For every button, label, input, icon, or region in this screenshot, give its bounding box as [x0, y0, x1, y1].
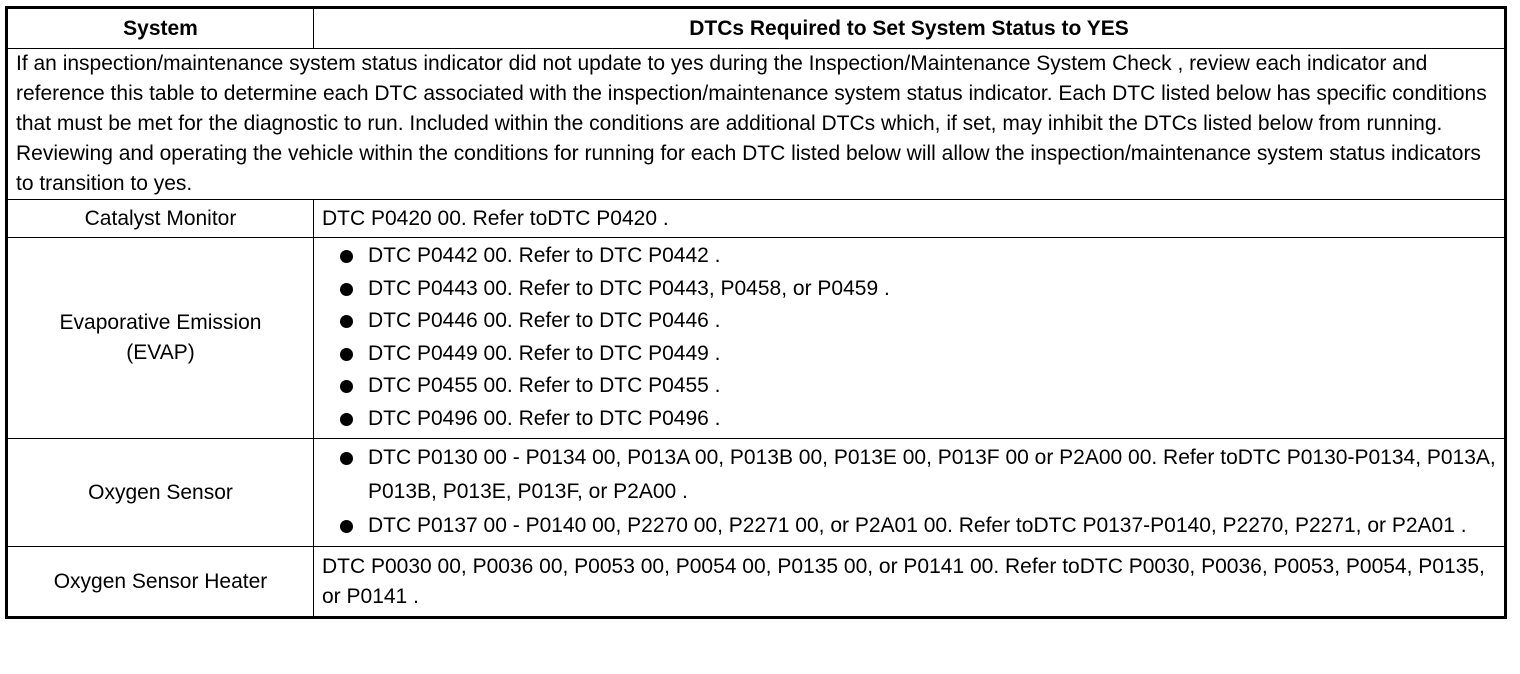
dtc-text: DTC P0030 00, P0036 00, P0053 00, P0054 00, P0135 00, or P0141 00. Refer toDTC P0030, P0036, P0053, P0054, P0135, or P0141 .	[314, 547, 1506, 618]
bullet-icon	[340, 452, 353, 465]
intro-row	[7, 49, 1506, 200]
dtc-status-table	[5, 6, 1507, 619]
header-dtcs: DTCs Required to Set System Status to YES	[314, 8, 1506, 49]
list-item	[322, 370, 1496, 403]
bullet-icon	[340, 250, 353, 263]
bullet-icon	[340, 380, 353, 393]
list-item-text: DTC P0449 00. Refer to DTC P0449 .	[368, 341, 721, 365]
list-item	[322, 338, 1496, 371]
system-name-line: (EVAP)	[126, 341, 195, 364]
list-item-text: DTC P0496 00. Refer to DTC P0496 .	[368, 406, 721, 430]
list-item	[322, 240, 1496, 273]
dtc-list	[322, 238, 1496, 438]
bullet-icon	[340, 348, 353, 361]
list-item	[322, 509, 1496, 543]
dtc-text: DTC P0420 00. Refer toDTC P0420 .	[314, 200, 1506, 238]
list-item-text: DTC P0137 00 - P0140 00, P2270 00, P2271 00, or P2A01 00. Refer toDTC P0137-P0140, P2270, P2271, or P2A01 .	[368, 514, 1467, 537]
bullet-icon	[340, 520, 353, 533]
list-item	[322, 305, 1496, 338]
list-item-text: DTC P0130 00 - P0134 00, P013A 00, P013B 00, P013E 00, P013F 00 or P2A00 00. Refer toDTC P0130-P0134, P013A, P013B, P013E, P013F, or P2A00 .	[368, 446, 1496, 503]
list-item-text: DTC P0455 00. Refer to DTC P0455 .	[368, 374, 721, 397]
header-system: System	[7, 8, 314, 49]
table-row	[7, 439, 1506, 547]
list-item	[322, 403, 1496, 436]
system-name	[7, 238, 314, 439]
header-row	[7, 8, 1506, 49]
list-item-text: DTC P0442 00. Refer to DTC P0442 .	[368, 244, 721, 267]
system-name: Oxygen Sensor Heater	[7, 547, 314, 618]
list-item	[322, 273, 1496, 306]
table-row	[7, 547, 1506, 618]
intro-paragraph: If an inspection/maintenance system status indicator did not update to yes during the Inspection/Maintenance System Check , review each indicator and reference this table to determine each DTC associated with the inspection/maintenance system status indicator. Each DTC listed below has specific conditions that must be met for the diagnostic to run. Included within the conditions are additional DTCs which, if set, may inhibit the DTCs listed below from running. Reviewing and operating the vehicle within the conditions for running for each DTC listed below will allow the inspection/maintenance system status indicators to transition to yes.	[7, 49, 1506, 200]
system-name: Oxygen Sensor	[7, 439, 314, 547]
dtc-list-cell	[314, 238, 1506, 439]
table-row	[7, 200, 1506, 238]
list-item	[322, 441, 1496, 509]
dtc-list	[322, 439, 1496, 546]
dtc-list-cell	[314, 439, 1506, 547]
bullet-icon	[340, 413, 353, 426]
list-item-text: DTC P0443 00. Refer to DTC P0443, P0458, or P0459 .	[368, 276, 890, 300]
table-row	[7, 238, 1506, 439]
bullet-icon	[340, 283, 353, 296]
bullet-icon	[340, 315, 353, 328]
list-item-text: DTC P0446 00. Refer to DTC P0446 .	[368, 309, 721, 332]
system-name-line: Evaporative Emission	[59, 311, 262, 334]
system-name: Catalyst Monitor	[7, 200, 314, 238]
